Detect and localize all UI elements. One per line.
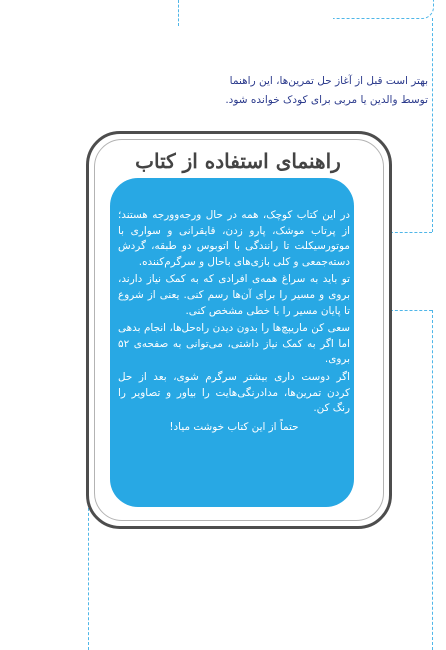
intro-note <box>108 72 428 110</box>
body-paragraph: سعی کن ماریپچ‌ها را بدون دیدن راه‌حل‌ها، انجام بدهی اما اگر به کمک نیاز داشتی، می‌توانی به صفحه‌ی ۵۲ بروی. <box>118 322 350 366</box>
body-paragraph: اگر دوست داری بیشتر سرگرم شوی، بعد از حل کردن تمرین‌ها، مدادرنگی‌هایت را بیاور و تصاویر را رنگ کن. <box>118 370 350 415</box>
body-paragraph: در این کتاب کوچک، همه در حال ورجه‌وورجه هستند؛ از پرتاب موشک، پارو زدن، قایقرانی و سواری با موتورسیکلت تا رانندگی با اتوبوس دو طبقه، گردش دسته‌جمعی و کلی بازی‌های باحال و سرگرم‌کننده. <box>118 209 350 268</box>
body-paragraph: تو باید به سراغ همه‌ی افرادی که به کمک نیاز دارند، بروی و مسیر را برای آن‌ها رسم کنی. یعنی از شروع تا پایان مسیر را با خطی مشخص کنی. <box>118 273 350 317</box>
dashed-guide-line <box>432 18 433 232</box>
dashed-guide-line <box>333 0 434 19</box>
intro-line: توسط والدین یا مربی برای کودک خوانده شود. <box>225 94 428 106</box>
closing-line: حتماً از این کتاب خوشت میاد! <box>169 420 299 433</box>
dashed-guide-line <box>178 0 179 26</box>
dashed-guide-line <box>390 310 432 311</box>
guide-body <box>118 208 350 437</box>
intro-line: بهتر است قبل از آغاز حل تمرین‌ها، این راهنما <box>229 75 428 87</box>
guide-title: راهنمای استفاده از کتاب <box>135 149 341 173</box>
dashed-guide-line <box>390 232 432 233</box>
dashed-guide-line <box>432 310 433 650</box>
dashed-guide-line <box>88 498 89 650</box>
